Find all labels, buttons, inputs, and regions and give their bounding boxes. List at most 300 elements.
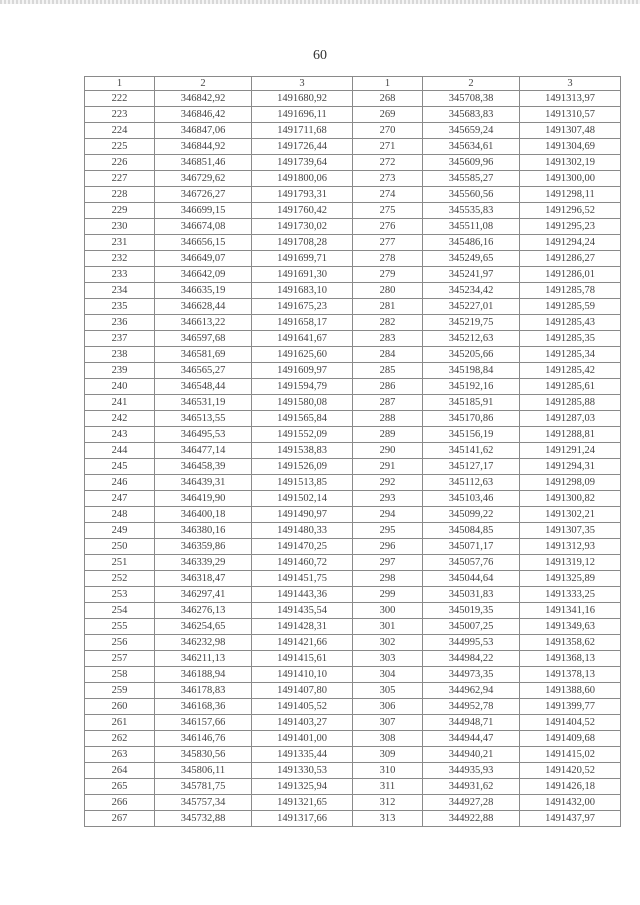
table-cell: 346597,68 (155, 331, 252, 347)
table-row (85, 395, 621, 411)
table-cell: 345241,97 (423, 267, 520, 283)
table-cell: 345806,11 (155, 763, 252, 779)
table-cell: 344952,78 (423, 699, 520, 715)
table-cell: 263 (85, 747, 155, 763)
table-row (85, 811, 621, 827)
table-cell: 1491285,42 (520, 363, 621, 379)
table-cell: 281 (353, 299, 423, 315)
table-row (85, 619, 621, 635)
table-cell: 1491300,00 (520, 171, 621, 187)
table-cell: 251 (85, 555, 155, 571)
table-cell: 230 (85, 219, 155, 235)
table-cell: 299 (353, 587, 423, 603)
table-cell: 296 (353, 539, 423, 555)
table-cell: 242 (85, 411, 155, 427)
table-cell: 237 (85, 331, 155, 347)
table-cell: 232 (85, 251, 155, 267)
table-cell: 345659,24 (423, 123, 520, 139)
table-cell: 346400,18 (155, 507, 252, 523)
table-cell: 346359,86 (155, 539, 252, 555)
table-cell: 1491403,27 (252, 715, 353, 731)
table-cell: 1491730,02 (252, 219, 353, 235)
table-cell: 248 (85, 507, 155, 523)
table-cell: 345634,61 (423, 139, 520, 155)
table-cell: 1491625,60 (252, 347, 353, 363)
table-cell: 1491552,09 (252, 427, 353, 443)
table-cell: 346495,53 (155, 427, 252, 443)
table-cell: 345198,84 (423, 363, 520, 379)
table-cell: 345585,27 (423, 171, 520, 187)
table-cell: 345084,85 (423, 523, 520, 539)
table-cell: 1491285,43 (520, 315, 621, 331)
table-cell: 346531,19 (155, 395, 252, 411)
table-cell: 346674,08 (155, 219, 252, 235)
table-row (85, 715, 621, 731)
table-cell: 227 (85, 171, 155, 187)
coordinates-table (84, 76, 621, 827)
table-row (85, 331, 621, 347)
table-cell: 291 (353, 459, 423, 475)
table-cell: 346565,27 (155, 363, 252, 379)
column-header: 3 (252, 77, 353, 91)
table-cell: 284 (353, 347, 423, 363)
table-cell: 303 (353, 651, 423, 667)
table-row (85, 699, 621, 715)
table-cell: 262 (85, 731, 155, 747)
table-row (85, 571, 621, 587)
table-row (85, 267, 621, 283)
table-cell: 308 (353, 731, 423, 747)
table-cell: 1491325,94 (252, 779, 353, 795)
table-cell: 226 (85, 155, 155, 171)
table-cell: 1491437,97 (520, 811, 621, 827)
table-cell: 1491711,68 (252, 123, 353, 139)
table-cell: 345205,66 (423, 347, 520, 363)
table-row (85, 763, 621, 779)
table-cell: 244 (85, 443, 155, 459)
table-cell: 260 (85, 699, 155, 715)
table-cell: 1491538,83 (252, 443, 353, 459)
table-cell: 1491288,81 (520, 427, 621, 443)
table-cell: 345732,88 (155, 811, 252, 827)
scan-edge (0, 0, 640, 4)
table-cell: 1491286,01 (520, 267, 621, 283)
table-cell: 229 (85, 203, 155, 219)
table-cell: 345170,86 (423, 411, 520, 427)
table-row (85, 411, 621, 427)
table-cell: 345112,63 (423, 475, 520, 491)
table-row (85, 779, 621, 795)
table-cell: 1491708,28 (252, 235, 353, 251)
table-row (85, 459, 621, 475)
table-cell: 280 (353, 283, 423, 299)
table-cell: 1491300,82 (520, 491, 621, 507)
table-cell: 245 (85, 459, 155, 475)
table-row (85, 443, 621, 459)
table-cell: 346513,55 (155, 411, 252, 427)
table-cell: 279 (353, 267, 423, 283)
table-cell: 344931,62 (423, 779, 520, 795)
table-cell: 344995,53 (423, 635, 520, 651)
table-cell: 223 (85, 107, 155, 123)
table-cell: 243 (85, 427, 155, 443)
table-cell: 346339,29 (155, 555, 252, 571)
table-header-row (85, 77, 621, 91)
table-cell: 1491696,11 (252, 107, 353, 123)
table-cell: 346548,44 (155, 379, 252, 395)
table-row (85, 91, 621, 107)
table-cell: 1491321,65 (252, 795, 353, 811)
table-row (85, 635, 621, 651)
table-cell: 301 (353, 619, 423, 635)
table-cell: 234 (85, 283, 155, 299)
table-cell: 1491312,93 (520, 539, 621, 555)
table-cell: 255 (85, 619, 155, 635)
table-row (85, 475, 621, 491)
table-cell: 345781,75 (155, 779, 252, 795)
table-cell: 292 (353, 475, 423, 491)
table-row (85, 283, 621, 299)
table-row (85, 427, 621, 443)
table-cell: 345227,01 (423, 299, 520, 315)
table-cell: 274 (353, 187, 423, 203)
table-cell: 346729,62 (155, 171, 252, 187)
table-cell: 266 (85, 795, 155, 811)
table-cell: 277 (353, 235, 423, 251)
table-cell: 1491405,52 (252, 699, 353, 715)
table-cell: 346211,13 (155, 651, 252, 667)
page-number: 60 (313, 48, 327, 63)
table-row (85, 603, 621, 619)
table-cell: 1491513,85 (252, 475, 353, 491)
table-cell: 1491410,10 (252, 667, 353, 683)
table-cell: 345156,19 (423, 427, 520, 443)
table-cell: 275 (353, 203, 423, 219)
table-cell: 346232,98 (155, 635, 252, 651)
column-header: 2 (155, 77, 252, 91)
table-row (85, 507, 621, 523)
table-cell: 312 (353, 795, 423, 811)
table-row (85, 731, 621, 747)
table-cell: 1491285,78 (520, 283, 621, 299)
table-cell: 1491415,61 (252, 651, 353, 667)
table-cell: 222 (85, 91, 155, 107)
table-cell: 289 (353, 427, 423, 443)
table-cell: 258 (85, 667, 155, 683)
table-cell: 344922,88 (423, 811, 520, 827)
table-cell: 278 (353, 251, 423, 267)
table-cell: 1491310,57 (520, 107, 621, 123)
table-cell: 1491793,31 (252, 187, 353, 203)
table-cell: 233 (85, 267, 155, 283)
table-cell: 239 (85, 363, 155, 379)
table-row (85, 155, 621, 171)
table-cell: 240 (85, 379, 155, 395)
table-cell: 1491460,72 (252, 555, 353, 571)
table-cell: 346635,19 (155, 283, 252, 299)
table-row (85, 379, 621, 395)
table-row (85, 139, 621, 155)
table-cell: 1491526,09 (252, 459, 353, 475)
table-cell: 1491285,34 (520, 347, 621, 363)
table-cell: 1491421,66 (252, 635, 353, 651)
table-cell: 1491330,53 (252, 763, 353, 779)
table-cell: 1491319,12 (520, 555, 621, 571)
column-header: 1 (353, 77, 423, 91)
table-cell: 311 (353, 779, 423, 795)
table-cell: 290 (353, 443, 423, 459)
table-cell: 270 (353, 123, 423, 139)
table-cell: 297 (353, 555, 423, 571)
table-cell: 293 (353, 491, 423, 507)
table-cell: 344962,94 (423, 683, 520, 699)
column-header: 3 (520, 77, 621, 91)
table-cell: 1491298,11 (520, 187, 621, 203)
table-cell: 1491285,88 (520, 395, 621, 411)
table-cell: 302 (353, 635, 423, 651)
table-cell: 346851,46 (155, 155, 252, 171)
table-cell: 346419,90 (155, 491, 252, 507)
table-cell: 257 (85, 651, 155, 667)
table-row (85, 219, 621, 235)
table-cell: 265 (85, 779, 155, 795)
table-cell: 345044,64 (423, 571, 520, 587)
table-cell: 345192,16 (423, 379, 520, 395)
table-cell: 246 (85, 475, 155, 491)
table-cell: 1491683,10 (252, 283, 353, 299)
table-cell: 346699,15 (155, 203, 252, 219)
column-header: 1 (85, 77, 155, 91)
table-cell: 313 (353, 811, 423, 827)
table-cell: 1491358,62 (520, 635, 621, 651)
table-cell: 346649,07 (155, 251, 252, 267)
table-cell: 345249,65 (423, 251, 520, 267)
table-row (85, 251, 621, 267)
table-cell: 1491420,52 (520, 763, 621, 779)
table-row (85, 107, 621, 123)
table-cell: 345511,08 (423, 219, 520, 235)
table-cell: 1491325,89 (520, 571, 621, 587)
table-cell: 1491691,30 (252, 267, 353, 283)
table-row (85, 203, 621, 219)
table-cell: 345099,22 (423, 507, 520, 523)
table-row (85, 123, 621, 139)
table-cell: 283 (353, 331, 423, 347)
table-cell: 345830,56 (155, 747, 252, 763)
table-cell: 1491298,09 (520, 475, 621, 491)
table-cell: 1491313,97 (520, 91, 621, 107)
table-cell: 1491726,44 (252, 139, 353, 155)
table-cell: 346188,94 (155, 667, 252, 683)
table-cell: 345141,62 (423, 443, 520, 459)
table-cell: 345103,46 (423, 491, 520, 507)
table-cell: 346477,14 (155, 443, 252, 459)
table-cell: 1491287,03 (520, 411, 621, 427)
table-cell: 294 (353, 507, 423, 523)
table-row (85, 363, 621, 379)
table-cell: 1491333,25 (520, 587, 621, 603)
table-cell: 231 (85, 235, 155, 251)
table-cell: 345007,25 (423, 619, 520, 635)
table-row (85, 747, 621, 763)
table-cell: 345057,76 (423, 555, 520, 571)
table-cell: 247 (85, 491, 155, 507)
table-cell: 224 (85, 123, 155, 139)
table-cell: 346168,36 (155, 699, 252, 715)
table-cell: 1491609,97 (252, 363, 353, 379)
table-row (85, 299, 621, 315)
table-cell: 1491378,13 (520, 667, 621, 683)
table-cell: 344935,93 (423, 763, 520, 779)
table-cell: 344944,47 (423, 731, 520, 747)
table-cell: 1491368,13 (520, 651, 621, 667)
table-cell: 346581,69 (155, 347, 252, 363)
table-cell: 256 (85, 635, 155, 651)
table-cell: 344927,28 (423, 795, 520, 811)
table-row (85, 555, 621, 571)
table-cell: 305 (353, 683, 423, 699)
table-cell: 1491415,02 (520, 747, 621, 763)
table-cell: 273 (353, 171, 423, 187)
table-cell: 1491294,31 (520, 459, 621, 475)
table-cell: 346847,06 (155, 123, 252, 139)
table-cell: 1491739,64 (252, 155, 353, 171)
table-cell: 346439,31 (155, 475, 252, 491)
table-cell: 345071,17 (423, 539, 520, 555)
table-cell: 250 (85, 539, 155, 555)
table-cell: 1491307,35 (520, 523, 621, 539)
table-cell: 1491286,27 (520, 251, 621, 267)
table-row (85, 651, 621, 667)
table-cell: 1491658,17 (252, 315, 353, 331)
table-cell: 295 (353, 523, 423, 539)
table-cell: 346642,09 (155, 267, 252, 283)
table-cell: 252 (85, 571, 155, 587)
table-cell: 345486,16 (423, 235, 520, 251)
table-cell: 1491594,79 (252, 379, 353, 395)
table-cell: 345234,42 (423, 283, 520, 299)
column-header: 2 (423, 77, 520, 91)
table-cell: 264 (85, 763, 155, 779)
table-cell: 346613,22 (155, 315, 252, 331)
table-cell: 1491302,19 (520, 155, 621, 171)
table-cell: 1491335,44 (252, 747, 353, 763)
table-cell: 1491409,68 (520, 731, 621, 747)
table-cell: 238 (85, 347, 155, 363)
table-cell: 1491435,54 (252, 603, 353, 619)
table-cell: 1491800,06 (252, 171, 353, 187)
table-cell: 1491294,24 (520, 235, 621, 251)
table-cell: 309 (353, 747, 423, 763)
table-cell: 271 (353, 139, 423, 155)
table-cell: 345212,63 (423, 331, 520, 347)
table-cell: 287 (353, 395, 423, 411)
table-row (85, 187, 621, 203)
table-cell: 346458,39 (155, 459, 252, 475)
table-row (85, 491, 621, 507)
table-cell: 1491302,21 (520, 507, 621, 523)
table-cell: 345219,75 (423, 315, 520, 331)
table-row (85, 667, 621, 683)
table-cell: 1491296,52 (520, 203, 621, 219)
table-cell: 261 (85, 715, 155, 731)
table-cell: 1491760,42 (252, 203, 353, 219)
table-cell: 300 (353, 603, 423, 619)
table-cell: 345683,83 (423, 107, 520, 123)
table-cell: 267 (85, 811, 155, 827)
table-cell: 1491480,33 (252, 523, 353, 539)
table-cell: 1491399,77 (520, 699, 621, 715)
table-cell: 306 (353, 699, 423, 715)
table-body (85, 91, 621, 827)
table-cell: 259 (85, 683, 155, 699)
table-cell: 346842,92 (155, 91, 252, 107)
table-cell: 272 (353, 155, 423, 171)
table-cell: 346318,47 (155, 571, 252, 587)
table-cell: 1491641,67 (252, 331, 353, 347)
table-cell: 1491341,16 (520, 603, 621, 619)
table-cell: 1491428,31 (252, 619, 353, 635)
table-cell: 1491490,97 (252, 507, 353, 523)
table-cell: 1491404,52 (520, 715, 621, 731)
table-cell: 1491388,60 (520, 683, 621, 699)
table-cell: 1491285,61 (520, 379, 621, 395)
table-cell: 346628,44 (155, 299, 252, 315)
table-cell: 344948,71 (423, 715, 520, 731)
table-row (85, 235, 621, 251)
table-cell: 346146,76 (155, 731, 252, 747)
table-cell: 346844,92 (155, 139, 252, 155)
table-cell: 1491349,63 (520, 619, 621, 635)
table-cell: 345127,17 (423, 459, 520, 475)
table-cell: 276 (353, 219, 423, 235)
table-cell: 254 (85, 603, 155, 619)
table-row (85, 539, 621, 555)
table-cell: 345019,35 (423, 603, 520, 619)
table-cell: 345535,83 (423, 203, 520, 219)
table-cell: 1491699,71 (252, 251, 353, 267)
table-cell: 307 (353, 715, 423, 731)
table-cell: 235 (85, 299, 155, 315)
table-cell: 286 (353, 379, 423, 395)
table-cell: 346656,15 (155, 235, 252, 251)
table-cell: 346157,66 (155, 715, 252, 731)
table-cell: 236 (85, 315, 155, 331)
table-row (85, 171, 621, 187)
table-row (85, 347, 621, 363)
table-cell: 1491401,00 (252, 731, 353, 747)
table-cell: 1491432,00 (520, 795, 621, 811)
table-cell: 282 (353, 315, 423, 331)
table-cell: 346276,13 (155, 603, 252, 619)
table-cell: 1491307,48 (520, 123, 621, 139)
table-cell: 253 (85, 587, 155, 603)
table-cell: 1491426,18 (520, 779, 621, 795)
table-cell: 346726,27 (155, 187, 252, 203)
table-cell: 344940,21 (423, 747, 520, 763)
table-cell: 345757,34 (155, 795, 252, 811)
table-cell: 1491443,36 (252, 587, 353, 603)
table-cell: 1491451,75 (252, 571, 353, 587)
table-cell: 241 (85, 395, 155, 411)
table-cell: 345609,96 (423, 155, 520, 171)
table-cell: 1491304,69 (520, 139, 621, 155)
table-cell: 345560,56 (423, 187, 520, 203)
table-cell: 1491580,08 (252, 395, 353, 411)
table-cell: 285 (353, 363, 423, 379)
table-cell: 1491675,23 (252, 299, 353, 315)
table-cell: 268 (353, 91, 423, 107)
